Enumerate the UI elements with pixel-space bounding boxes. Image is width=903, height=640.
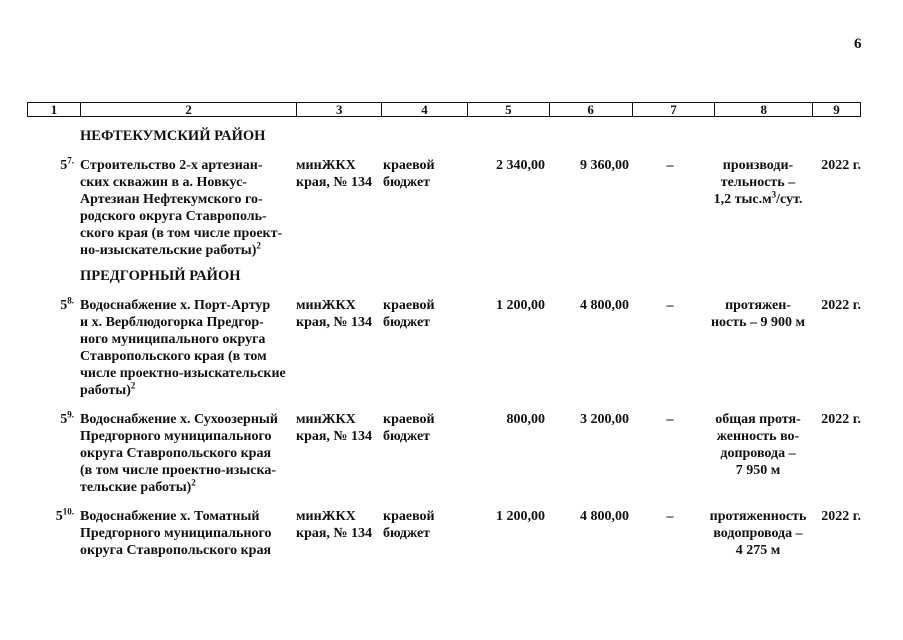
row-col7-value: – bbox=[666, 412, 674, 427]
cell-line: ского края (в том числе проект- bbox=[80, 226, 283, 241]
header-cell-1: 1 bbox=[28, 103, 81, 116]
row-col6-value: 9 360,00 bbox=[580, 158, 629, 173]
row-executor bbox=[296, 297, 380, 331]
row-year: 2022 г. bbox=[821, 412, 861, 427]
row-funding-source bbox=[383, 157, 453, 191]
footnote-ref: 2 bbox=[256, 240, 261, 251]
cell-line: 1,2 $тыс.м^3$/сут. bbox=[713, 189, 803, 207]
cell-line: Предгорного муниципального bbox=[80, 429, 272, 444]
page-number: 6 bbox=[854, 36, 862, 52]
header-cell-3: 3 bbox=[297, 103, 382, 116]
row-funding-source bbox=[383, 411, 453, 445]
footnote-ref: 2 bbox=[130, 380, 136, 391]
row-executor bbox=[296, 411, 380, 445]
row-number-sup: 10. bbox=[62, 506, 74, 517]
cell-line: Ставропольского края (в том bbox=[80, 349, 267, 364]
cell-line: краевой bbox=[383, 158, 435, 173]
row-number: $5^{10.}$ bbox=[55, 506, 74, 524]
cell-line: бюджет bbox=[383, 429, 431, 444]
row-col7-value: – bbox=[666, 509, 674, 524]
cell-line: допровода – bbox=[720, 446, 796, 461]
cell-line: (в том числе проектно-изыска- bbox=[80, 463, 277, 478]
row-executor bbox=[296, 508, 380, 542]
cell-line: Водоснабжение х. Томатный bbox=[80, 509, 260, 524]
row-col5-value: 1 200,00 bbox=[496, 298, 545, 313]
cell-line: краевой bbox=[383, 509, 435, 524]
row-number: $5^{9.}$ bbox=[60, 409, 74, 427]
cell-line: округа Ставропольского края bbox=[80, 446, 272, 461]
cell-line: работы)$^2$ bbox=[80, 380, 136, 398]
cell-line: ного муниципального округа bbox=[80, 332, 266, 347]
cell-line: Водоснабжение х. Сухоозерный bbox=[80, 412, 278, 427]
row-number-sup: 9. bbox=[67, 409, 74, 420]
row-number-sup: 7. bbox=[67, 155, 74, 166]
cell-line: округа Ставропольского края bbox=[80, 543, 272, 558]
row-result-indicator bbox=[706, 157, 810, 208]
cell-line: минЖКХ bbox=[296, 158, 356, 173]
row-executor bbox=[296, 157, 380, 191]
header-cell-6: 6 bbox=[550, 103, 633, 116]
cell-line: минЖКХ bbox=[296, 412, 356, 427]
row-number: $5^{7.}$ bbox=[60, 155, 74, 173]
row-funding-source bbox=[383, 297, 453, 331]
cell-line: общая протя- bbox=[715, 412, 801, 427]
footnote-ref: 3 bbox=[771, 189, 777, 200]
section-title-predgorny: ПРЕДГОРНЫЙ РАЙОН bbox=[80, 268, 241, 284]
header-cell-7: 7 bbox=[633, 103, 716, 116]
row-col6-value: 4 800,00 bbox=[580, 509, 629, 524]
row-col5-value: 800,00 bbox=[506, 412, 545, 427]
row-col7-value: – bbox=[666, 298, 674, 313]
cell-line: краевой bbox=[383, 412, 435, 427]
cell-line: протяженность bbox=[709, 509, 807, 524]
header-cell-9: 9 bbox=[833, 102, 840, 117]
row-col6-value: 4 800,00 bbox=[580, 298, 629, 313]
cell-line: но-изыскательские работы)$^2$ bbox=[80, 240, 261, 258]
row-description bbox=[80, 297, 290, 399]
row-funding-source bbox=[383, 508, 453, 542]
cell-line: бюджет bbox=[383, 526, 431, 541]
header-cell-8: 8 bbox=[715, 103, 813, 116]
cell-line: родского округа Ставрополь- bbox=[80, 209, 267, 224]
cell-line: края, № 134 bbox=[296, 315, 372, 330]
cell-line: числе проектно-изыскательские bbox=[80, 366, 286, 381]
cell-line: ских скважин в а. Новкус- bbox=[80, 175, 247, 190]
row-col5-value: 1 200,00 bbox=[496, 509, 545, 524]
cell-line: бюджет bbox=[383, 175, 431, 190]
cell-line: минЖКХ bbox=[296, 298, 356, 313]
cell-line: женность во- bbox=[716, 429, 800, 444]
cell-line: Артезиан Нефтекумского го- bbox=[80, 192, 263, 207]
row-result-indicator bbox=[706, 297, 810, 331]
row-number-sup: 8. bbox=[67, 295, 74, 306]
header-cell-5: 5 bbox=[468, 103, 550, 116]
row-description bbox=[80, 508, 290, 559]
row-col5-value: 2 340,00 bbox=[496, 158, 545, 173]
cell-line: минЖКХ bbox=[296, 509, 356, 524]
cell-line: бюджет bbox=[383, 315, 431, 330]
cell-line: 4 275 м bbox=[735, 543, 781, 558]
header-cell-2: 2 bbox=[81, 103, 297, 116]
cell-line: края, № 134 bbox=[296, 175, 372, 190]
row-description bbox=[80, 157, 290, 259]
row-number: $5^{8.}$ bbox=[60, 295, 74, 313]
cell-line: тельские работы)$^2$ bbox=[80, 477, 196, 495]
cell-line: Предгорного муниципального bbox=[80, 526, 272, 541]
cell-line: тельность – bbox=[720, 175, 796, 190]
row-year: 2022 г. bbox=[821, 509, 861, 524]
table-header bbox=[27, 102, 861, 117]
section-title-neftekumsky: НЕФТЕКУМСКИЙ РАЙОН bbox=[80, 128, 266, 144]
cell-line: краевой bbox=[383, 298, 435, 313]
cell-line: производи- bbox=[722, 158, 794, 173]
header-cell-4: 4 bbox=[382, 103, 468, 116]
cell-line: ность – 9 900 м bbox=[710, 315, 806, 330]
cell-line: Строительство 2-х артезиан- bbox=[80, 158, 263, 173]
cell-line: протяжен- bbox=[725, 298, 791, 313]
row-description bbox=[80, 411, 290, 496]
row-year: 2022 г. bbox=[821, 158, 861, 173]
row-col6-value: 3 200,00 bbox=[580, 412, 629, 427]
row-result-indicator bbox=[706, 411, 810, 479]
row-col7-value: – bbox=[666, 158, 674, 173]
cell-line: водопровода – bbox=[713, 526, 803, 541]
cell-line: и х. Верблюдогорка Предгор- bbox=[80, 315, 264, 330]
row-result-indicator bbox=[706, 508, 810, 559]
row-year: 2022 г. bbox=[821, 298, 861, 313]
cell-line: Водоснабжение х. Порт-Артур bbox=[80, 298, 271, 313]
cell-line: края, № 134 bbox=[296, 526, 372, 541]
cell-line: края, № 134 bbox=[296, 429, 372, 444]
cell-line: 7 950 м bbox=[735, 463, 781, 478]
footnote-ref: 2 bbox=[191, 477, 196, 488]
